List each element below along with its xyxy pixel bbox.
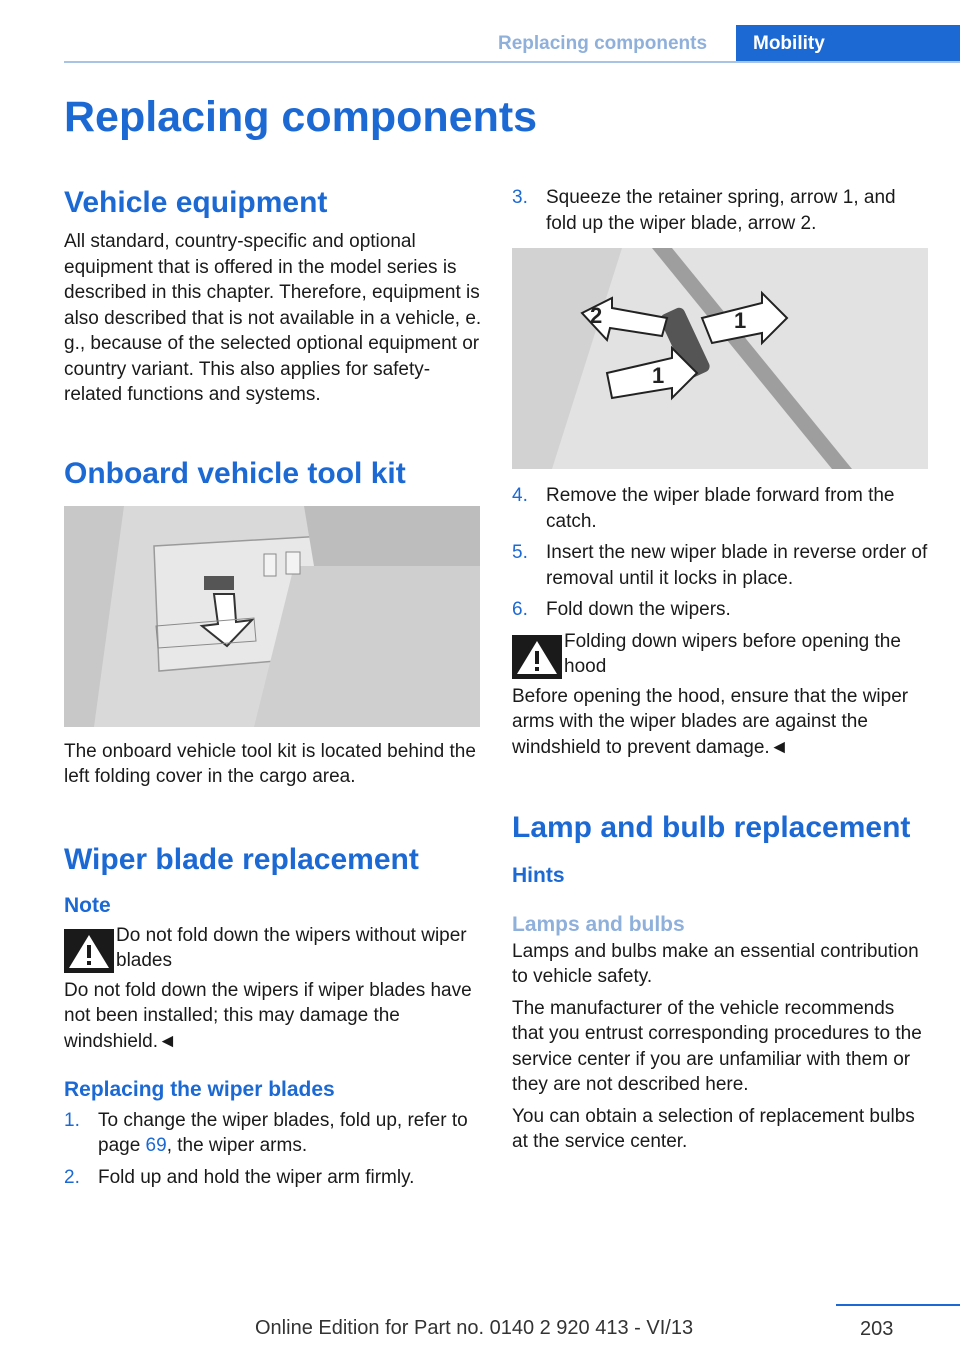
tool-kit-figure xyxy=(64,506,480,727)
tool-kit-text: The onboard vehicle tool kit is located behind the left folding cover in the cargo area. xyxy=(64,740,476,787)
hints-heading: Hints xyxy=(512,864,565,887)
lamps-bulbs-heading: Lamps and bulbs xyxy=(512,913,685,937)
hood-warning-text: Before opening the hood, ensure that the wiper arms with the wiper blades are against the windshield to prevent damage.◄ xyxy=(512,685,909,758)
step-text: Fold up and hold the wiper arm firmly. xyxy=(98,1166,415,1188)
wiper-steps-left xyxy=(64,1108,484,1191)
step-number: 1. xyxy=(64,1109,80,1131)
arrow-label-1-bottom: 1 xyxy=(652,363,665,388)
page-link[interactable]: 69 xyxy=(145,1135,167,1157)
wiper-heading: Wiper blade replacement xyxy=(64,842,419,876)
lamp-heading: Lamp and bulb replacement xyxy=(512,811,911,844)
list-item xyxy=(512,540,930,591)
page-title: Replacing components xyxy=(64,93,538,141)
step-text: Fold down the wipers. xyxy=(546,599,731,620)
step-text: To change the wiper blades, fold up, refer to page 69, the wiper arms. xyxy=(98,1109,468,1157)
wiper-warning xyxy=(64,923,484,974)
step-number: 3. xyxy=(512,187,528,208)
list-item xyxy=(64,1165,484,1191)
step-number: 4. xyxy=(512,485,528,506)
wiper-blade-illustration xyxy=(512,248,928,469)
replacing-wiper-heading: Replacing the wiper blades xyxy=(64,1078,335,1102)
header-section-title: Replacing components xyxy=(498,33,708,54)
tool-kit-heading: Onboard vehicle tool kit xyxy=(64,456,406,490)
step-number: 5. xyxy=(512,542,528,563)
warning-icon xyxy=(512,635,562,679)
wiper-steps-right-a xyxy=(512,185,930,236)
wiper-figure xyxy=(512,248,928,469)
wiper-warning-text: Do not fold down the wipers if wiper blades have not been installed; this may damage the windshield.◄ xyxy=(64,979,472,1052)
header-chapter-tab: Mobility xyxy=(736,25,960,63)
warning-icon xyxy=(64,929,114,973)
right-column xyxy=(512,185,930,1155)
hood-warning xyxy=(512,629,930,680)
footer-rule xyxy=(836,1304,960,1306)
step-text: Squeeze the retainer spring, arrow 1, and fold up the wiper blade, arrow 2. xyxy=(546,187,896,234)
step-number: 6. xyxy=(512,599,528,620)
page-number: 203 xyxy=(860,1318,894,1340)
wiper-steps-right-b xyxy=(512,483,930,623)
wiper-warning-title: Do not fold down the wipers without wiper blades xyxy=(116,924,467,972)
vehicle-equipment-heading: Vehicle equipment xyxy=(64,186,328,219)
header-rule xyxy=(64,61,960,63)
cargo-area-illustration xyxy=(64,506,480,727)
arrow-label-2: 2 xyxy=(590,303,603,328)
lamp-text-1: Lamps and bulbs make an essential contribution to vehicle safety. xyxy=(512,940,919,988)
list-item xyxy=(512,483,930,534)
hood-warning-title: Folding down wipers before opening the hood xyxy=(564,630,901,677)
left-column xyxy=(64,185,484,1196)
edition-text: Online Edition for Part no. 0140 2 920 413 - VI/13 xyxy=(255,1317,694,1339)
step-text: Insert the new wiper blade in reverse order of removal until it locks in place. xyxy=(546,542,928,589)
lamp-text-3: You can obtain a selection of replacement bulbs at the service center. xyxy=(512,1105,915,1153)
step-number: 2. xyxy=(64,1166,80,1188)
vehicle-equipment-text: All standard, country-specific and optional equipment that is offered in the model series is described in this chapter. Therefore, equipment is also described that is not available in a vehicle, e. g., because of the selected optional equipment or country variant. This also applies for safety-related functions and systems. xyxy=(64,231,482,405)
lamp-text-2: The manufacturer of the vehicle recommends that you entrust corresponding procedures to the service center if you are unfamiliar with them or they are not described here. xyxy=(512,997,922,1096)
note-heading: Note xyxy=(64,893,111,917)
step-text: Remove the wiper blade forward from the catch. xyxy=(546,485,895,532)
arrow-label-1-top: 1 xyxy=(734,308,747,333)
list-item xyxy=(512,185,930,236)
list-item xyxy=(512,597,930,623)
list-item xyxy=(64,1108,484,1159)
